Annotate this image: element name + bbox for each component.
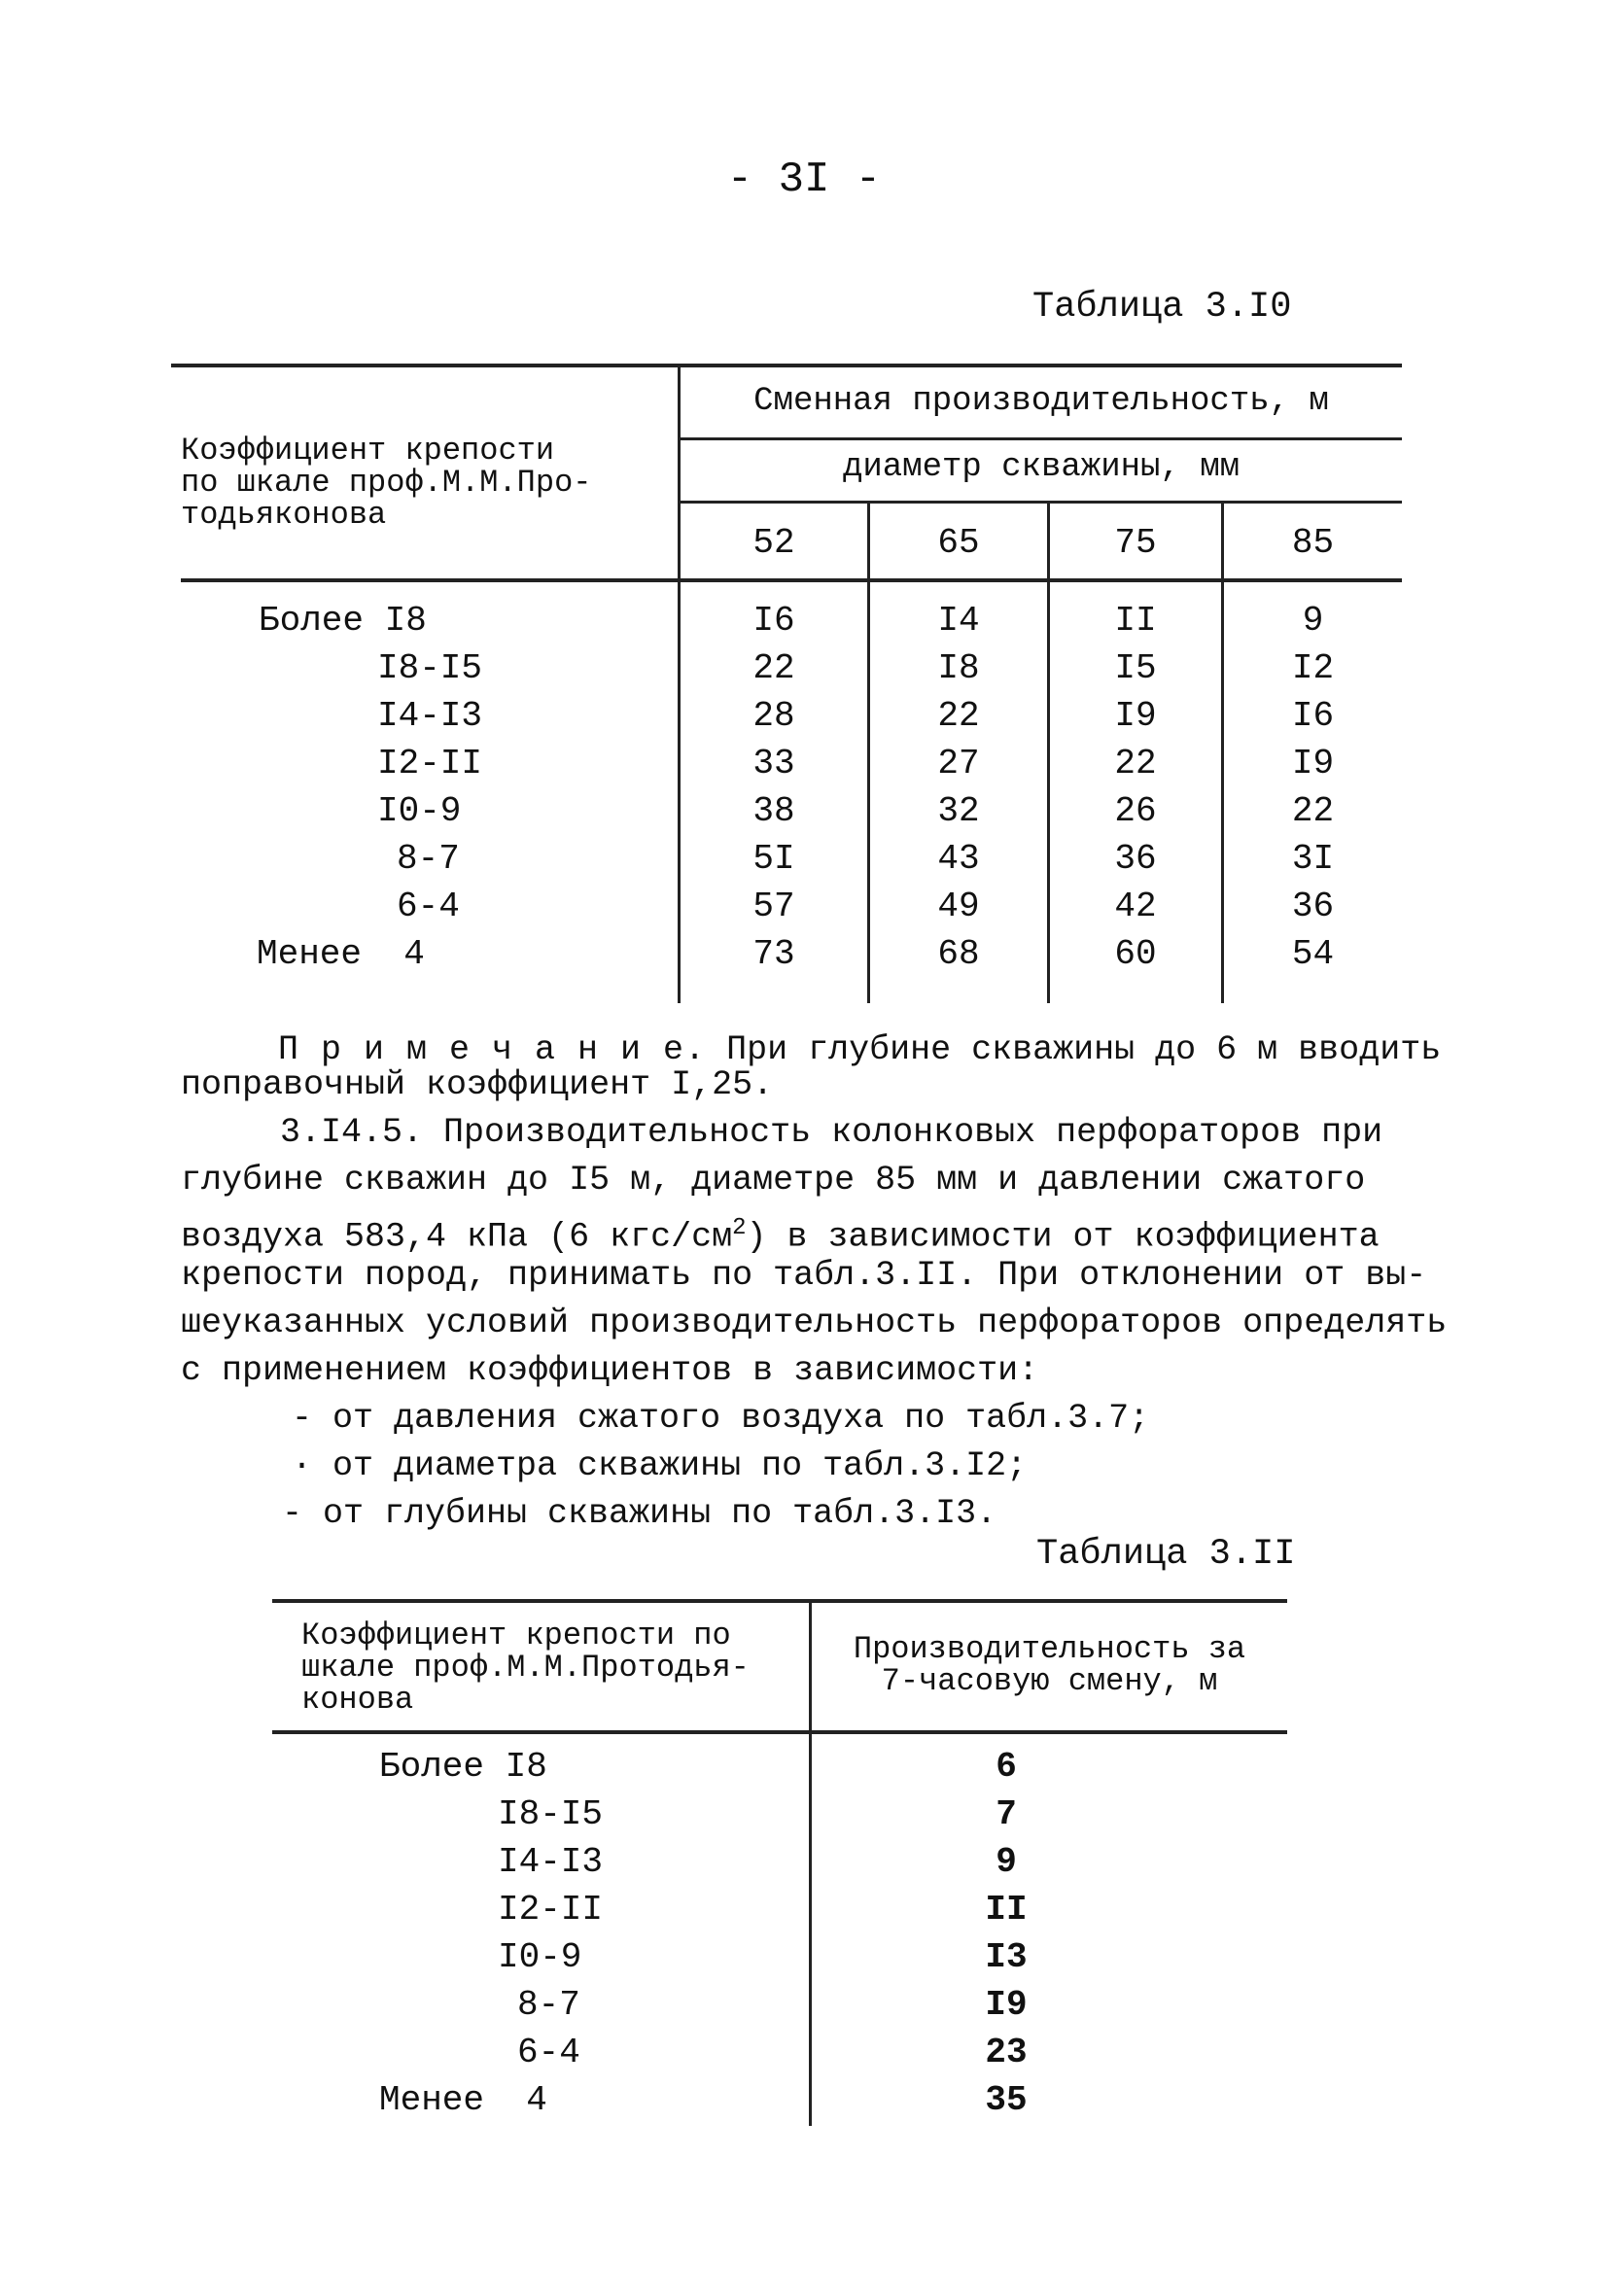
paragraph-text: воздуха 583,4 кПа (6 кгс/см [181, 1217, 733, 1257]
table2-top-rule [272, 1599, 1287, 1603]
table1-diameter-header: 65 [937, 523, 980, 563]
table1-cell: 49 [937, 887, 980, 926]
table1-top-rule [171, 364, 1402, 367]
table1-header-coefficient: Коэффициент крепости по шкале проф.М.М.Про- тодьяконова [181, 433, 592, 533]
table1-cell: 38 [752, 791, 795, 831]
table1-cell: 5I [752, 839, 795, 879]
table2-cell: I9 [985, 1985, 1028, 2025]
table1-diameter-header: 85 [1291, 523, 1335, 563]
table1-cell: 60 [1114, 934, 1157, 974]
table1-cell: I6 [752, 601, 795, 641]
table1-row-label: Более I8 [259, 601, 427, 641]
table2-row-label: Более I8 [379, 1747, 547, 1787]
table2-cell: I3 [985, 1937, 1028, 1977]
table1-cell: 42 [1114, 887, 1157, 926]
table1-row-label: I8-I5 [377, 648, 483, 688]
table1-cell: 9 [1302, 601, 1324, 641]
table1-label: Таблица 3.I0 [1032, 287, 1292, 328]
table1-cell: 68 [937, 934, 980, 974]
table1-cell: I5 [1114, 648, 1157, 688]
superscript: 2 [732, 1215, 747, 1241]
table1-cell: 43 [937, 839, 980, 879]
table2-cell: 6 [996, 1747, 1017, 1787]
table1-cell: I6 [1291, 696, 1335, 736]
note-line-2: поправочный коэффициент I,25. [181, 1065, 774, 1104]
paragraph-line: с применением коэффициентов в зависимости: [181, 1351, 1039, 1390]
paragraph-line: шеуказанных условий производительность перфораторов определять [181, 1304, 1448, 1342]
table2-cell: 7 [996, 1794, 1017, 1834]
table2-cell: 35 [985, 2080, 1028, 2120]
table1-cell: 26 [1114, 791, 1157, 831]
table1-cell: II [1114, 601, 1157, 641]
table1-cell: 22 [937, 696, 980, 736]
table1-row-label: 8-7 [397, 839, 460, 879]
paragraph-text: ) в зависимости от коэффициента [746, 1217, 1380, 1257]
table2-row-label: 6-4 [517, 2033, 580, 2072]
table1-header-bottom-rule [181, 578, 1402, 582]
table1-cell: 22 [1291, 791, 1335, 831]
table2-row-label: Менее 4 [379, 2080, 547, 2120]
table1-cell: I8 [937, 648, 980, 688]
table2-header-bottom-rule [272, 1730, 1287, 1734]
table1-cell: 28 [752, 696, 795, 736]
table1-row-label: Менее 4 [257, 934, 425, 974]
table1-row-label: I0-9 [377, 791, 462, 831]
table1-cell: 57 [752, 887, 795, 926]
table2-row-label: I8-I5 [498, 1794, 604, 1834]
note-label: П р и м е ч а н и е. [278, 1030, 707, 1069]
table1-cell: 73 [752, 934, 795, 974]
table1-cell: 33 [752, 744, 795, 783]
table1-cell: I9 [1114, 696, 1157, 736]
page-number: - 3I - [726, 156, 882, 204]
table1-cell: 36 [1291, 887, 1335, 926]
table2-cell: II [985, 1890, 1028, 1930]
paragraph-line: 3.I4.5. Производительность колонковых перфораторов при [280, 1113, 1383, 1152]
table1-header-rule-1 [678, 437, 1402, 440]
table1-diameter-header: 52 [752, 523, 795, 563]
table1-row-label: I4-I3 [377, 696, 483, 736]
table1-cell: 36 [1114, 839, 1157, 879]
table1-cell: 22 [752, 648, 795, 688]
table1-cell: I9 [1291, 744, 1335, 783]
table1-cell: I2 [1291, 648, 1335, 688]
table1-cell: 3I [1291, 839, 1335, 879]
bullet-item: - от давления сжатого воздуха по табл.3.7; [292, 1399, 1150, 1438]
table2-header-productivity: Производительность за 7-часовую смену, м [853, 1631, 1246, 1699]
paragraph-line: глубине скважин до I5 м, диаметре 85 мм и давлении сжатого [181, 1161, 1366, 1200]
table2-header-coefficient: Коэффициент крепости по шкале проф.М.М.Протодья- конова [301, 1618, 750, 1718]
table1-header-productivity: Сменная производительность, м [753, 383, 1329, 420]
table2-row-label: I2-II [498, 1890, 604, 1930]
table1-header-diameter: диаметр скважины, мм [842, 449, 1241, 486]
table2-row-label: 8-7 [517, 1985, 580, 2025]
table1-header-rule-2 [678, 501, 1402, 504]
table1-cell: 22 [1114, 744, 1157, 783]
table1-cell: 32 [937, 791, 980, 831]
table2-cell: 23 [985, 2033, 1028, 2072]
bullet-item: · от диаметра скважины по табл.3.I2; [292, 1446, 1028, 1485]
paragraph-line: крепости пород, принимать по табл.3.II. При отклонении от вы- [181, 1256, 1427, 1295]
table2-label: Таблица 3.II [1036, 1534, 1296, 1575]
table1-row-label: 6-4 [397, 887, 460, 926]
note-text: При глубине скважины до 6 м вводить [706, 1030, 1442, 1069]
table1-row-label: I2-II [377, 744, 483, 783]
table1-diameter-header: 75 [1114, 523, 1157, 563]
table1-cell: 27 [937, 744, 980, 783]
table2-row-label: I4-I3 [498, 1842, 604, 1882]
table1-cell: 54 [1291, 934, 1335, 974]
table2-row-label: I0-9 [498, 1937, 582, 1977]
table2-cell: 9 [996, 1842, 1017, 1882]
bullet-item: - от глубины скважины по табл.3.I3. [282, 1494, 997, 1533]
table1-cell: I4 [937, 601, 980, 641]
